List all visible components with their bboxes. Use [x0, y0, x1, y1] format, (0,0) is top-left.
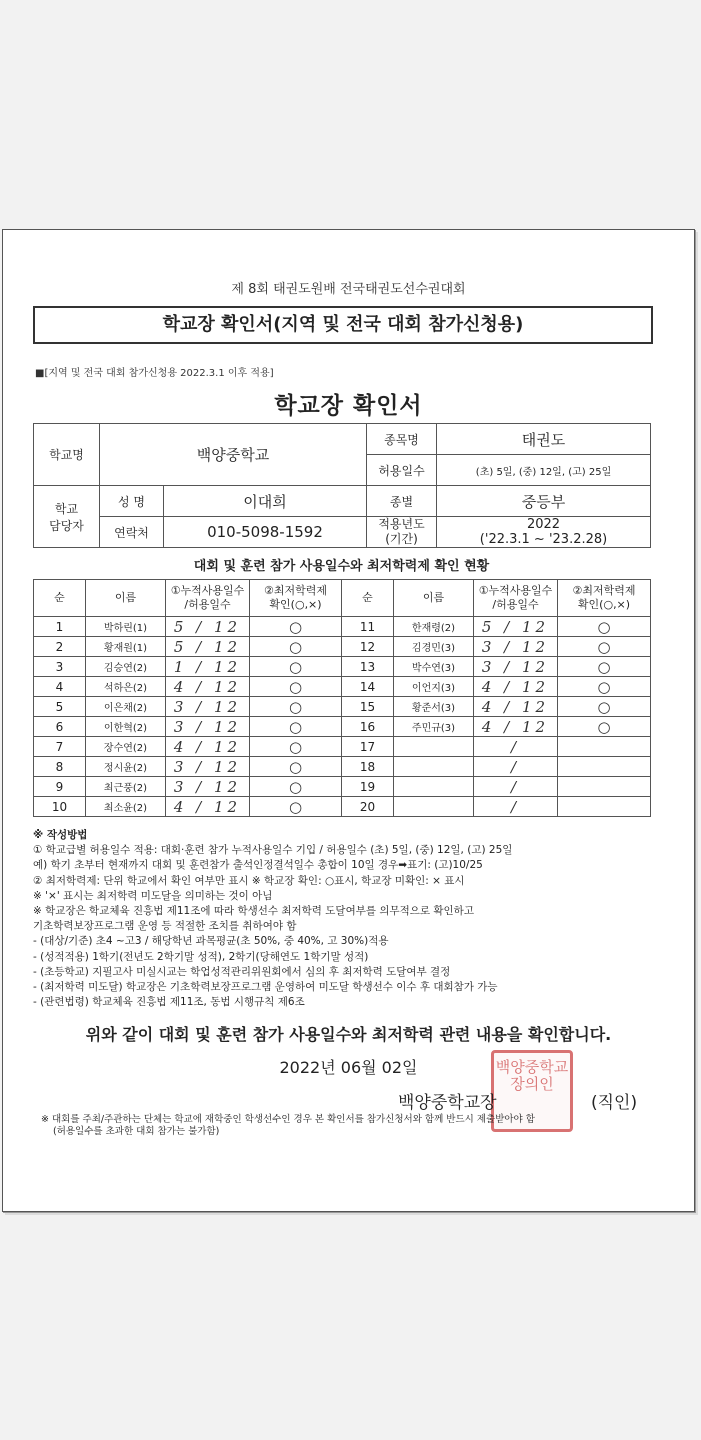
application-note: ■[지역 및 전국 대회 참가신청용 2022.3.1 이후 적용] [35, 368, 274, 379]
year-value [437, 517, 651, 548]
athlete-name: 석하은(2) [86, 677, 166, 697]
days-used: 4 / 12 [474, 717, 558, 737]
row-no: 12 [342, 637, 394, 657]
row-no: 15 [342, 697, 394, 717]
confirmation-document [2, 229, 695, 1212]
col-check-line-1: ②최저학력제 [572, 584, 636, 597]
days-used: 3 / 12 [166, 777, 250, 797]
contest-name: 제 8회 태권도원배 전국태권도선수권대회 [231, 282, 466, 297]
table-row [34, 637, 651, 657]
instruction-line: - (성적적용) 1학기(전년도 2학기말 성적), 2학기(당해연도 1학기말 성적) [33, 950, 369, 963]
division-label: 종별 [367, 486, 437, 517]
row-no: 19 [342, 777, 394, 797]
col-days [166, 580, 250, 617]
athlete-name: 장수연(2) [86, 737, 166, 757]
table-row [34, 677, 651, 697]
allowed-days-value: (초) 5일, (중) 12일, (고) 25일 [437, 455, 651, 486]
athlete-name: 최소윤(2) [86, 797, 166, 817]
table-header-row [34, 580, 651, 617]
instruction-line: - (초등학교) 지필고사 미실시교는 학업성적관리위원회에서 심의 후 최저학력 도달여부 결정 [33, 965, 451, 978]
seal-label: (직인) [591, 1093, 638, 1113]
row-no: 5 [34, 697, 86, 717]
col-name: 이름 [394, 580, 474, 617]
col-check-line-2: 확인(○,×) [577, 598, 631, 611]
check-mark: ○ [250, 677, 342, 697]
athlete-name: 황재원(1) [86, 637, 166, 657]
table-row [34, 717, 651, 737]
col-check [250, 580, 342, 617]
instructions-heading: ※ 작성방법 [33, 829, 88, 841]
check-mark: ○ [558, 657, 651, 677]
check-mark: ○ [250, 637, 342, 657]
instruction-line: ※ 학교장은 학교체육 진흥법 제11조에 따라 학생선수 최저학력 도달여부를 의무적으로 확인하고 [33, 905, 474, 918]
days-used: 4 / 12 [474, 697, 558, 717]
year-label-line-1: 적용년도 [378, 517, 425, 531]
athlete-name: 최근풍(2) [86, 777, 166, 797]
instruction-line: 예) 학기 초부터 현재까지 대회 및 훈련참가 출석인정결석일수 총합이 10일 경우➡표기: (고)10/25 [33, 859, 483, 872]
days-used: 4 / 12 [166, 737, 250, 757]
col-check [558, 580, 651, 617]
days-used: 3 / 12 [474, 657, 558, 677]
row-no: 11 [342, 617, 394, 637]
contact-label: 연락처 [100, 517, 164, 548]
instruction-line: ② 최저학력제: 단위 학교에서 확인 여부만 표시 ※ 학교장 확인: ○표시, 학교장 미확인: × 표시 [33, 874, 465, 887]
staff-label-line-1: 학교 [54, 501, 79, 516]
days-used: 5 / 12 [166, 617, 250, 637]
days-used: 3 / 12 [166, 757, 250, 777]
footnote-line-2: (허용일수를 초과한 대회 참가는 불가함) [53, 1126, 220, 1137]
check-mark: ○ [250, 737, 342, 757]
check-mark [558, 797, 651, 817]
days-used: 5 / 12 [474, 617, 558, 637]
sport-label: 종목명 [367, 424, 437, 455]
row-no: 16 [342, 717, 394, 737]
athlete-name [394, 797, 474, 817]
staff-label-line-2: 담당자 [49, 518, 84, 533]
athlete-name [394, 757, 474, 777]
check-mark: ○ [250, 757, 342, 777]
document-heading: 학교장 확인서(지역 및 전국 대회 참가신청용) [33, 306, 653, 344]
row-no: 2 [34, 637, 86, 657]
athlete-name: 이한혁(2) [86, 717, 166, 737]
row-no: 6 [34, 717, 86, 737]
staff-label [34, 486, 100, 548]
col-no: 순 [342, 580, 394, 617]
col-days-line-2: /허용일수 [184, 598, 231, 611]
days-used: 3 / 12 [166, 717, 250, 737]
row-no: 9 [34, 777, 86, 797]
name-label: 성 명 [100, 486, 164, 517]
check-mark: ○ [250, 797, 342, 817]
seal-text: 백양중학교장의인 [495, 1058, 569, 1093]
principal-title: 백양중학교장 [398, 1093, 497, 1113]
col-days [474, 580, 558, 617]
check-mark: ○ [250, 697, 342, 717]
period: ('22.3.1 ~ '23.2.28) [479, 532, 608, 547]
instruction-line: ① 학교급별 허용일수 적용: 대회·훈련 참가 누적사용일수 기입 / 허용일수 (초) 5일, (중) 12일, (고) 25일 [33, 844, 513, 857]
allowed-days-label: 허용일수 [367, 455, 437, 486]
instruction-line: - (최저학력 미도달) 학교장은 기초학력보장프로그램 운영하여 미도달 학생선수 이수 후 대회참가 가능 [33, 981, 498, 994]
days-used: 5 / 12 [166, 637, 250, 657]
row-no: 10 [34, 797, 86, 817]
row-no: 1 [34, 617, 86, 637]
contact-value: 010-5098-1592 [164, 517, 367, 548]
row-no: 13 [342, 657, 394, 677]
col-days-line-1: ①누적사용일수 [478, 584, 553, 597]
athlete-name: 이언지(3) [394, 677, 474, 697]
check-mark: ○ [558, 637, 651, 657]
year: 2022 [526, 517, 561, 532]
staff-name: 이대희 [164, 486, 367, 517]
days-used: 4 / 12 [166, 797, 250, 817]
days-used: 1 / 12 [166, 657, 250, 677]
check-mark: ○ [558, 697, 651, 717]
check-mark [558, 777, 651, 797]
check-mark [558, 757, 651, 777]
athlete-name: 황준서(3) [394, 697, 474, 717]
table-row [34, 757, 651, 777]
table-row [34, 617, 651, 637]
row-no: 7 [34, 737, 86, 757]
instruction-line: 기초학력보장프로그램 운영 등 적절한 조치를 취하여야 함 [33, 920, 297, 933]
confirmation-statement: 위와 같이 대회 및 훈련 참가 사용일수와 최저학력 관련 내용을 확인합니다. [85, 1025, 612, 1044]
athlete-name: 정시윤(2) [86, 757, 166, 777]
col-no: 순 [34, 580, 86, 617]
days-used: / [474, 757, 558, 777]
check-mark: ○ [558, 717, 651, 737]
days-used: 4 / 12 [474, 677, 558, 697]
check-mark: ○ [250, 657, 342, 677]
school-label: 학교명 [34, 424, 100, 486]
days-used: / [474, 737, 558, 757]
days-used: 4 / 12 [166, 677, 250, 697]
athlete-name: 김경민(3) [394, 637, 474, 657]
col-check-line-2: 확인(○,×) [269, 598, 322, 611]
school-name: 백양중학교 [100, 424, 367, 486]
col-days-line-1: ①누적사용일수 [170, 584, 245, 597]
footnote [41, 1114, 666, 1138]
sport-value: 태권도 [437, 424, 651, 455]
instructions [33, 828, 663, 1010]
check-mark: ○ [250, 777, 342, 797]
instruction-line: - (관련법령) 학교체육 진흥법 제11조, 동법 시행규칙 제6조 [33, 996, 305, 1009]
days-used: 3 / 12 [474, 637, 558, 657]
athlete-name: 한재령(2) [394, 617, 474, 637]
check-mark: ○ [558, 617, 651, 637]
col-days-line-2: /허용일수 [492, 598, 539, 611]
table-row [34, 657, 651, 677]
check-mark [558, 737, 651, 757]
table-row [34, 777, 651, 797]
check-mark: ○ [558, 677, 651, 697]
division-value: 중등부 [437, 486, 651, 517]
athlete-name [394, 777, 474, 797]
athlete-name: 박수연(3) [394, 657, 474, 677]
col-check-line-1: ②최저학력제 [264, 584, 327, 597]
athlete-name: 김승연(2) [86, 657, 166, 677]
row-no: 17 [342, 737, 394, 757]
col-name: 이름 [86, 580, 166, 617]
table-row [34, 797, 651, 817]
instruction-line: - (대상/기준) 초4 ~고3 / 해당학년 과목평균(초 50%, 중 40%, 고 30%)적용 [33, 935, 389, 948]
table-row [34, 697, 651, 717]
row-no: 20 [342, 797, 394, 817]
row-no: 3 [34, 657, 86, 677]
section-title: 대회 및 훈련 참가 사용일수와 최저학력제 확인 현황 [193, 559, 490, 574]
school-info-table [33, 423, 651, 548]
footnote-line-1: ※ 대회를 주최/주관하는 단체는 학교에 재학중인 학생선수인 경우 본 확인서를 참가신청서와 함께 반드시 제출받아야 함 [41, 1114, 535, 1125]
row-no: 14 [342, 677, 394, 697]
days-used: / [474, 797, 558, 817]
issue-date: 2022년 06월 02일 [279, 1058, 418, 1077]
athlete-name [394, 737, 474, 757]
days-used: 3 / 12 [166, 697, 250, 717]
row-no: 4 [34, 677, 86, 697]
days-used: / [474, 777, 558, 797]
row-no: 18 [342, 757, 394, 777]
year-label-line-2: (기간) [385, 532, 418, 546]
check-mark: ○ [250, 617, 342, 637]
row-no: 8 [34, 757, 86, 777]
athlete-table [33, 579, 651, 817]
athlete-name: 주민규(3) [394, 717, 474, 737]
check-mark: ○ [250, 717, 342, 737]
table-row [34, 737, 651, 757]
instruction-line: ※ '×' 표시는 최저학력 미도달을 의미하는 것이 아님 [33, 889, 273, 902]
athlete-name: 이은채(2) [86, 697, 166, 717]
year-label [367, 517, 437, 548]
athlete-name: 박하린(1) [86, 617, 166, 637]
document-title: 학교장 확인서 [274, 393, 423, 419]
